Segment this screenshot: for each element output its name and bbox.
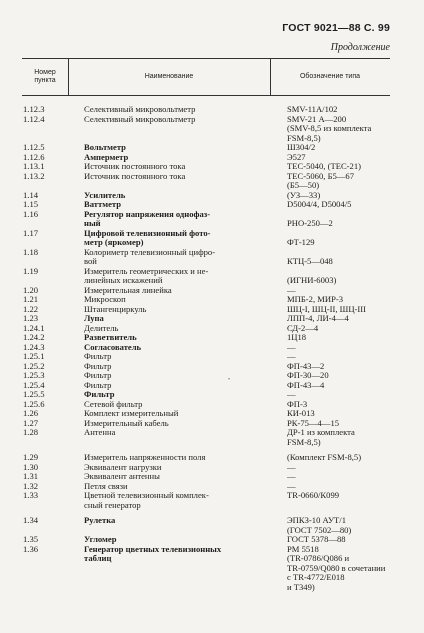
item-name-line: Угломер xyxy=(84,534,117,544)
item-designation-line: — xyxy=(287,341,296,352)
item-number: 1.12.4 xyxy=(23,113,45,124)
item-number: 1.30 xyxy=(23,461,39,472)
table-row xyxy=(22,229,390,248)
item-designation-line: и Т349) xyxy=(287,581,315,592)
item-designation-line: МПБ-2, МИР-3 xyxy=(287,294,344,304)
item-number: 1.18 xyxy=(23,246,39,257)
item-number: 1.25.1 xyxy=(23,351,45,361)
item-name-line: Фильтр xyxy=(84,379,112,390)
item-number: 1.34 xyxy=(23,515,39,525)
item-designation-line: ЭПКЗ-10 АУТ/1 xyxy=(287,515,346,525)
item-number: 1.25.4 xyxy=(23,379,45,390)
item-name xyxy=(68,545,270,593)
item-name-line: Разветвитель xyxy=(84,332,137,342)
item-name-line: Источник постоянного тока xyxy=(84,161,186,171)
scan-speck: • xyxy=(228,377,231,383)
item-name xyxy=(68,248,270,267)
item-designation-line: 1Ц18 xyxy=(287,332,307,342)
table-row xyxy=(22,115,390,144)
table-row xyxy=(22,267,390,286)
item-number: 1.31 xyxy=(23,471,39,481)
table-row xyxy=(22,333,390,343)
item-name-line: Измерительный кабель xyxy=(84,417,169,428)
item-number: 1.12.6 xyxy=(23,151,45,162)
item-designation-line: ДР-1 из комплекта xyxy=(287,427,355,437)
item-designation xyxy=(270,115,390,144)
item-designation-line: FSM-8,5) xyxy=(287,436,321,447)
item-name-line: Рулетка xyxy=(84,515,116,525)
item-name-line: Цифровой телевизионный фото- xyxy=(84,227,211,238)
item-number: 1.25.3 xyxy=(23,370,45,380)
item-name-line: ный xyxy=(84,218,101,228)
table-row xyxy=(22,428,390,447)
column-header-designation: Обозначение типа xyxy=(299,72,361,80)
item-name-line: Амперметр xyxy=(84,151,129,162)
item-designation-line: — xyxy=(287,461,296,472)
item-number: 1.21 xyxy=(23,294,39,304)
table-row xyxy=(22,390,390,400)
item-designation-line: SMV-11A/102 xyxy=(287,104,338,114)
item-number: 1.25.2 xyxy=(23,360,45,371)
item-designation-line: (ГОСТ 7502—80) xyxy=(287,524,352,535)
item-designation-line: D5004/4, D5004/5 xyxy=(287,199,352,209)
item-number: 1.16 xyxy=(23,208,39,219)
table-row xyxy=(22,491,390,510)
table-row xyxy=(22,352,390,362)
item-designation-line: — xyxy=(287,389,296,399)
item-number: 1.25.6 xyxy=(23,398,45,409)
item-designation-line: ТЕС-5040, (ТЕС-21) xyxy=(287,161,361,171)
item-name-line: Лупа xyxy=(84,313,104,323)
item-number: 1.27 xyxy=(23,417,39,428)
item-name-line: Фильтр xyxy=(84,360,112,371)
table-row xyxy=(22,516,390,535)
item-name xyxy=(68,516,270,535)
item-designation-line: TR-0660/К099 xyxy=(287,490,340,500)
item-number: 1.20 xyxy=(23,284,39,295)
item-designation xyxy=(270,172,390,191)
table-row xyxy=(22,472,390,482)
item-designation xyxy=(270,248,390,267)
item-designation-line: SMV-21 А—200 xyxy=(287,113,347,124)
item-name-line: Колориметр телевизионный цифро- xyxy=(84,246,216,257)
continuation-label: Продолжение xyxy=(330,42,390,53)
item-name-line: Генератор цветных телевизионных xyxy=(84,543,222,554)
item-name-line: Эквивалент антенны xyxy=(84,471,160,481)
column-header-number xyxy=(22,59,69,95)
item-designation-line: СД-2—4 xyxy=(287,322,319,333)
item-name xyxy=(68,115,270,144)
item-designation xyxy=(270,267,390,286)
item-designation-line: ГОСТ 5378—88 xyxy=(287,534,346,544)
item-designation-line: — xyxy=(287,471,296,481)
item-designation-line: (УЗ—33) xyxy=(287,189,321,200)
item-designation-line: Э527 xyxy=(287,151,306,162)
item-name-line: Фильтр xyxy=(84,351,112,361)
item-name-line: Ваттметр xyxy=(84,199,122,209)
item-number: 1.24.2 xyxy=(23,332,45,342)
item-name-line: Фильтр xyxy=(84,370,112,380)
item-name-line: вой xyxy=(84,256,97,266)
item-number: 1.19 xyxy=(23,265,39,276)
table-row xyxy=(22,314,390,324)
item-name-line: таблиц xyxy=(84,553,112,563)
item-name-line: Селективный микровольтметр xyxy=(84,113,196,124)
item-number: 1.28 xyxy=(23,427,39,437)
item-designation-line: (Комплект FSM-8,5) xyxy=(287,452,362,462)
item-designation xyxy=(270,545,390,593)
item-number: 1.17 xyxy=(23,227,39,238)
item-number: 1.24.1 xyxy=(23,322,45,333)
item-name-line: сный генератор xyxy=(84,499,141,510)
item-designation-line: FSM-8,5) xyxy=(287,132,321,143)
item-name xyxy=(68,229,270,248)
table-body xyxy=(22,105,390,592)
item-number: 1.33 xyxy=(23,490,39,500)
table-row xyxy=(22,143,390,153)
table-row xyxy=(22,371,390,381)
item-name-line: метр (яркомер) xyxy=(84,237,144,247)
item-designation-line: (ИГНИ-6003) xyxy=(287,275,337,285)
item-designation xyxy=(270,516,390,535)
table-row xyxy=(22,362,390,372)
item-name-line: Измеритель напряженности поля xyxy=(84,452,206,462)
item-designation-line: — xyxy=(287,284,296,295)
item-name-line: Усилитель xyxy=(84,189,126,200)
item-designation xyxy=(270,229,390,248)
item-designation-line: РМ 5518 xyxy=(287,543,319,554)
instrument-table xyxy=(22,58,390,592)
item-designation-line: РНО-250—2 xyxy=(287,218,333,228)
item-designation xyxy=(270,210,390,229)
item-name-line: Вольтметр xyxy=(84,142,126,152)
item-name xyxy=(68,172,270,191)
item-name-line: линейных искажений xyxy=(84,275,163,285)
item-designation-line: Ш304/2 xyxy=(287,142,316,152)
item-designation xyxy=(270,491,390,510)
item-number: 1.35 xyxy=(23,534,39,544)
table-row xyxy=(22,210,390,229)
item-designation xyxy=(270,428,390,447)
column-header-number-line: пункта xyxy=(34,77,56,84)
item-designation-line: ФТ-129 xyxy=(287,237,315,247)
item-designation-line: ФП-3 xyxy=(287,398,308,409)
item-designation-line: ТЕС-5060, Б5—67 xyxy=(287,170,354,181)
item-number: 1.26 xyxy=(23,408,39,418)
table-row xyxy=(22,545,390,593)
item-designation-line: (Б5—50) xyxy=(287,180,320,190)
item-designation-line: с TR-4772/E018 xyxy=(287,572,345,582)
item-name-line: Делитель xyxy=(84,322,119,333)
column-header-name: Наименование xyxy=(68,59,271,95)
column-header-number-line: Номер xyxy=(34,68,56,76)
item-designation-line: — xyxy=(287,351,296,361)
table-row xyxy=(22,248,390,267)
item-name-line: Регулятор напряжения однофаз- xyxy=(84,208,211,219)
item-designation-line: (SMV-8,5 из комплекта xyxy=(287,123,372,133)
item-number: 1.36 xyxy=(23,543,39,554)
item-number: 1.14 xyxy=(23,189,39,200)
item-name-line: Петля связи xyxy=(84,480,128,491)
table-row xyxy=(22,463,390,473)
item-number: 1.22 xyxy=(23,303,39,314)
item-name-line: Измеритель геометрических и не- xyxy=(84,265,209,276)
table-header xyxy=(22,58,390,96)
item-name-line: Измерительная линейка xyxy=(84,284,172,295)
item-number: 1.15 xyxy=(23,199,39,209)
item-number: 1.13.2 xyxy=(23,170,45,181)
item-number: 1.25.5 xyxy=(23,389,45,399)
item-name-line: Эквивалент нагрузки xyxy=(84,461,162,472)
table-row xyxy=(22,324,390,334)
item-designation-line: ШЦ-I, ШЦ-II, ШЦ-III xyxy=(287,303,366,314)
item-name-line: Сетевой фильтр xyxy=(84,398,143,409)
item-name xyxy=(68,267,270,286)
item-designation-line: ЛПП-4, ЛИ-4—4 xyxy=(287,313,349,323)
item-name-line: Согласователь xyxy=(84,341,142,352)
item-number: 1.29 xyxy=(23,452,39,462)
item-number: 1.24.3 xyxy=(23,341,45,352)
item-name-line: Источник постоянного тока xyxy=(84,170,186,181)
table-row xyxy=(22,343,390,353)
item-designation-line: — xyxy=(287,480,296,491)
item-name-line: Штангенциркуль xyxy=(84,303,147,314)
table-row xyxy=(22,172,390,191)
item-designation-line: TR-0759/Q080 в сочетании xyxy=(287,562,386,573)
item-name-line: Микроскоп xyxy=(84,294,126,304)
item-designation-line: ФП-43—4 xyxy=(287,379,325,390)
item-name xyxy=(68,491,270,510)
item-name-line: Комплект измерительный xyxy=(84,408,179,418)
item-name xyxy=(68,210,270,229)
item-number: 1.12.3 xyxy=(23,104,45,114)
item-designation-line: ФП-30—20 xyxy=(287,370,329,380)
table-row xyxy=(22,381,390,391)
item-name-line: Фильтр xyxy=(84,389,115,399)
item-designation-line: КТЦ-5—048 xyxy=(287,256,333,266)
item-number: 1.12.5 xyxy=(23,142,45,152)
item-number: 1.13.1 xyxy=(23,161,45,171)
table-row xyxy=(22,400,390,410)
item-name-line: Антенна xyxy=(84,427,116,437)
item-name-line: Цветной телевизионный комплек- xyxy=(84,490,209,500)
page-header: ГОСТ 9021—88 С. 99 xyxy=(282,22,390,34)
item-name-line: Селективный микровольтметр xyxy=(84,104,196,114)
item-designation-line: ФП-43—2 xyxy=(287,360,325,371)
item-number: 1.32 xyxy=(23,480,39,491)
item-designation-line: КИ-013 xyxy=(287,408,315,418)
table-row xyxy=(22,453,390,463)
item-name xyxy=(68,428,270,447)
item-number: 1.23 xyxy=(23,313,39,323)
item-designation-line: РК-75—4—15 xyxy=(287,417,340,428)
item-designation-line: (TR-0786/Q086 и xyxy=(287,553,350,563)
